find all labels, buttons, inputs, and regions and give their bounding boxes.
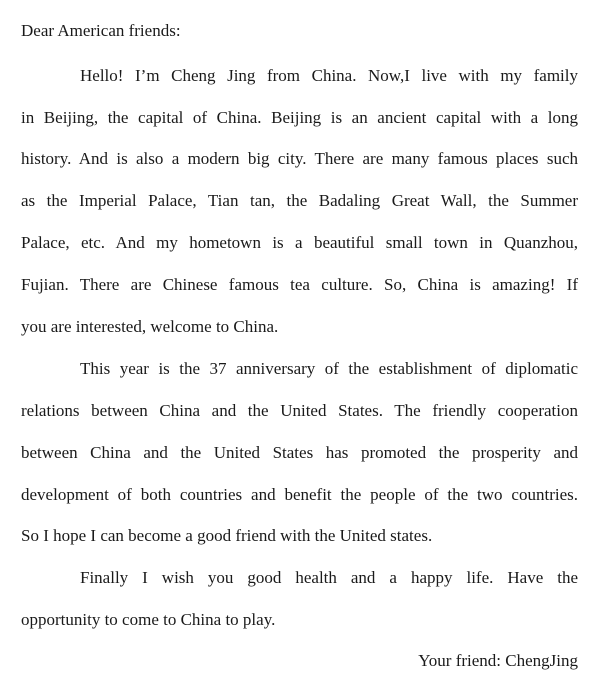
paragraph-1-line-4: as the Imperial Palace, Tian tan, the Badaling Great Wall, the Summer xyxy=(21,191,578,210)
paragraph-2-line-3: between China and the United States has promoted the prosperity and xyxy=(21,443,578,462)
paragraph-2-line-5: So I hope I can become a good friend with the United states. xyxy=(21,526,433,545)
signature: Your friend: ChengJing xyxy=(418,651,578,670)
paragraph-1-line-7: you are interested, welcome to China. xyxy=(21,317,279,336)
paragraph-2-line-2: relations between China and the United States. The friendly cooperation xyxy=(21,401,578,420)
paragraph-1-line-2: in Beijing, the capital of China. Beijing is an ancient capital with a long xyxy=(21,108,578,127)
paragraph-3-line-1: Finally I wish you good health and a happy life. Have the xyxy=(80,568,578,587)
paragraph-2-line-4: development of both countries and benefit the people of the two countries. xyxy=(21,485,578,504)
paragraph-3-line-2: opportunity to come to China to play. xyxy=(21,610,276,629)
paragraph-2-line-1: This year is the 37 anniversary of the establishment of diplomatic xyxy=(80,359,578,378)
paragraph-1-line-1: Hello! I’m Cheng Jing from China. Now,I live with my family xyxy=(80,66,578,85)
paragraph-1-line-3: history. And is also a modern big city. There are many famous places such xyxy=(21,149,578,168)
salutation: Dear American friends: xyxy=(21,21,181,40)
paragraph-1-line-5: Palace, etc. And my hometown is a beautiful small town in Quanzhou, xyxy=(21,233,578,252)
paragraph-1-line-6: Fujian. There are Chinese famous tea culture. So, China is amazing! If xyxy=(21,275,578,294)
